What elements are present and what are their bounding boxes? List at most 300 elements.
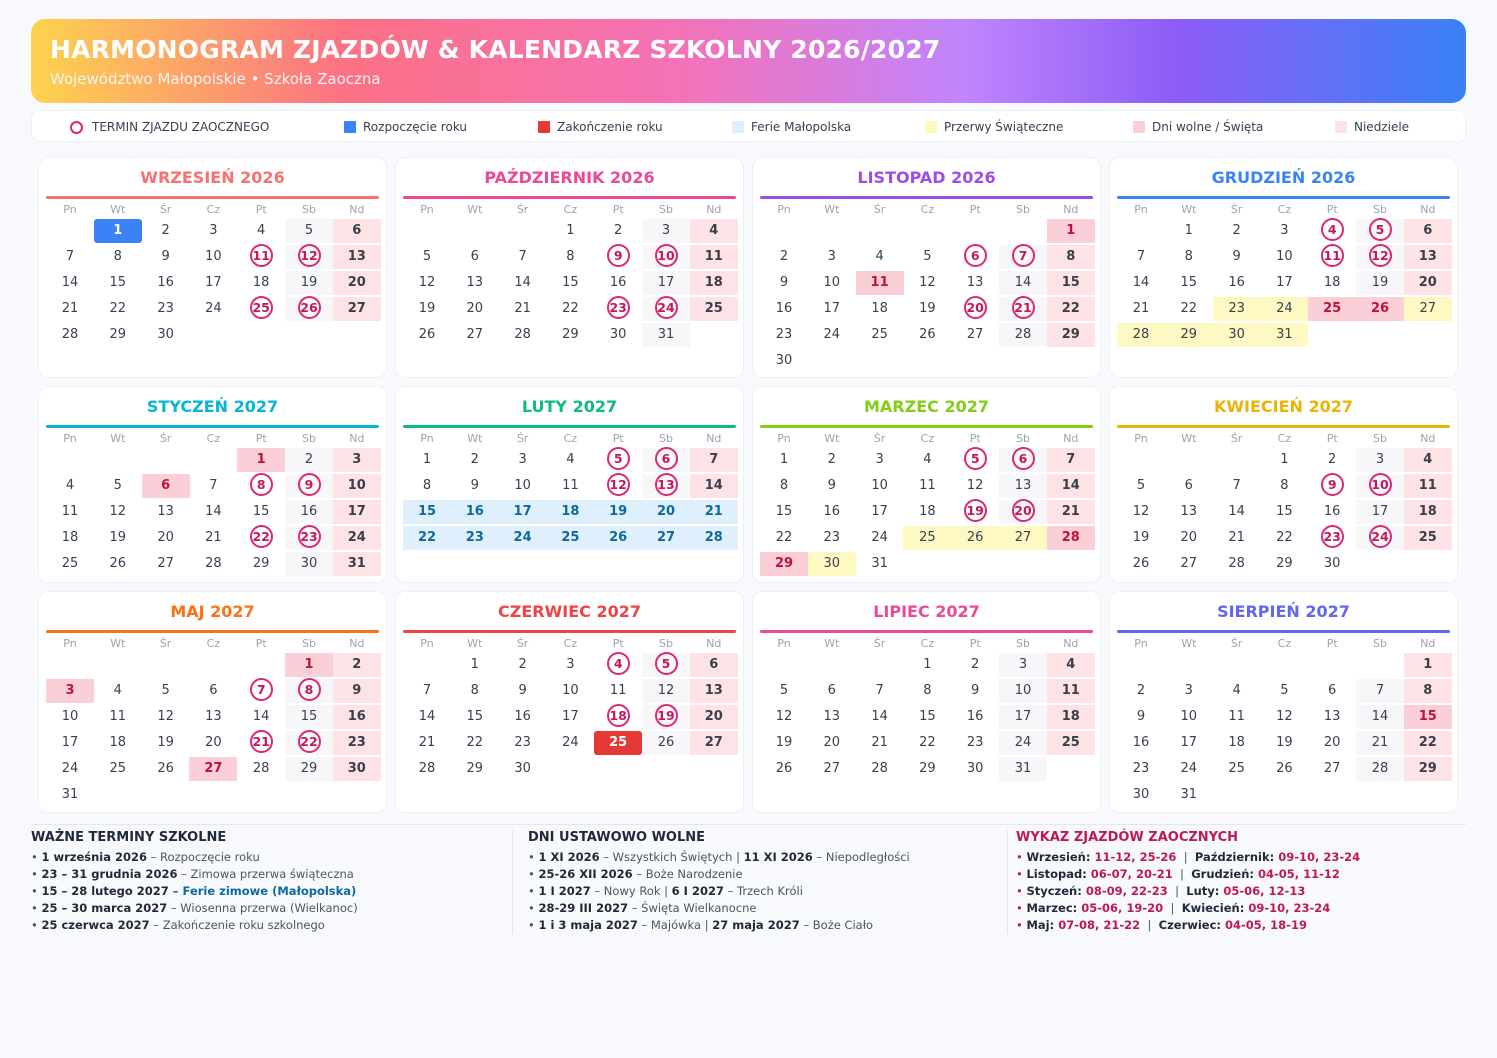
- day-cell: 1: [470, 657, 479, 672]
- day-cell: 12: [919, 275, 936, 290]
- month-underline: [760, 196, 1093, 199]
- day-cell: 13: [690, 679, 738, 703]
- day-cell: 19: [775, 735, 793, 750]
- day-cell: [594, 474, 642, 498]
- day-cell: 29: [1404, 757, 1452, 781]
- day-cell: 9: [333, 679, 381, 703]
- legend-label: TERMIN ZJAZDU ZAOCZNEGO: [92, 120, 270, 134]
- page-title: HARMONOGRAM ZJAZDÓW & KALENDARZ SZKOLNY 2026/2027: [50, 35, 941, 64]
- day-cell: 2: [518, 657, 527, 672]
- day-cell: 20: [690, 705, 738, 729]
- weekday-header: Nd: [1063, 203, 1079, 216]
- day-cell: 17: [333, 500, 381, 524]
- day-cell: 18: [919, 504, 936, 519]
- day-cell: 16: [157, 275, 174, 290]
- day-cell: 14: [999, 271, 1047, 295]
- day-cell: 23: [451, 526, 499, 550]
- day-cell: 13: [1323, 709, 1341, 724]
- weekday-header: Wt: [1181, 432, 1197, 445]
- day-cell: 21: [1228, 530, 1245, 545]
- item-text: – Wszystkich Świętych |: [599, 850, 744, 864]
- day-cell: 9: [518, 683, 527, 698]
- zjazd-day-marker: 4: [1321, 218, 1344, 241]
- weekday-header: Pt: [969, 203, 981, 216]
- month-underline: [1117, 630, 1450, 633]
- weekday-header: Wt: [110, 432, 126, 445]
- day-cell: 2: [1328, 452, 1337, 467]
- day-cell: 9: [827, 478, 836, 493]
- day-cell: 10: [205, 249, 222, 264]
- day-cell: 22: [403, 526, 451, 550]
- weekday-header: Pt: [969, 637, 981, 650]
- day-cell: 24: [871, 530, 888, 545]
- weekday-header: Sb: [1016, 432, 1030, 445]
- day-cell: 28: [252, 761, 270, 776]
- month-card: [395, 157, 744, 378]
- footer-separator: [1007, 830, 1008, 934]
- legend-item: [1133, 111, 1263, 143]
- weekday-header: Pn: [420, 203, 434, 216]
- weekday-header: Nd: [349, 432, 365, 445]
- day-cell: 18: [1047, 705, 1095, 729]
- weekday-header: Sb: [659, 203, 673, 216]
- day-cell: 26: [418, 327, 436, 342]
- day-cell: 16: [514, 709, 531, 724]
- day-cell: 30: [157, 327, 174, 342]
- day-cell: [237, 731, 285, 755]
- month-title: MARZEC 2027: [864, 397, 989, 416]
- day-cell: 31: [999, 757, 1047, 781]
- day-cell: 23: [333, 731, 381, 755]
- day-cell: [594, 653, 642, 677]
- weekday-header: Wt: [110, 203, 126, 216]
- day-cell: 11: [1228, 709, 1245, 724]
- day-cell: 10: [1180, 709, 1198, 724]
- day-cell: 28: [514, 327, 531, 342]
- zjazd-day-marker: 12: [607, 473, 630, 496]
- day-cell: 21: [1356, 731, 1404, 755]
- day-cell: 19: [1132, 530, 1150, 545]
- month-underline: [46, 196, 379, 199]
- day-cell: [642, 448, 690, 472]
- item-dates: 05-06, 12-13: [1223, 884, 1306, 898]
- important-dates-title: WAŻNE TERMINY SZKOLNE: [31, 830, 227, 845]
- date-label: 25 – 30 marca 2027: [41, 901, 168, 915]
- day-cell: 28: [999, 323, 1047, 347]
- day-cell: 6: [1184, 478, 1193, 493]
- day-cell: 7: [422, 683, 432, 698]
- day-cell: 14: [1228, 504, 1245, 519]
- day-cell: 15: [562, 275, 579, 290]
- day-cell: 16: [285, 500, 333, 524]
- day-cell: 29: [285, 757, 333, 781]
- public-holidays-section: [528, 830, 998, 934]
- weekday-header: Śr: [159, 203, 172, 216]
- day-cell: 29: [252, 556, 270, 571]
- day-cell: 9: [1232, 249, 1241, 264]
- day-cell: 22: [466, 735, 484, 750]
- day-cell: 25: [1404, 526, 1452, 550]
- weekday-header: Cz: [563, 203, 578, 216]
- day-cell: 29: [562, 327, 579, 342]
- day-cell: 28: [690, 526, 738, 550]
- weekday-header: Nd: [349, 203, 365, 216]
- public-holiday-item: • 1 XI 2026 – Wszystkich Świętych | 11 XI 2026 – Niepodległości: [528, 850, 910, 864]
- day-cell: 25: [594, 731, 642, 755]
- legend-swatch: [1133, 121, 1145, 133]
- weekday-header: Nd: [1420, 203, 1436, 216]
- day-cell: [1356, 245, 1404, 269]
- day-cell: [285, 297, 333, 321]
- zjazd-day-marker: 5: [964, 447, 987, 470]
- zjazd-day-marker: 19: [964, 499, 987, 522]
- weekday-header: Cz: [920, 432, 935, 445]
- month-title: MAJ 2027: [170, 602, 255, 621]
- weekday-header: Śr: [159, 432, 172, 445]
- weekday-header: Nd: [1063, 432, 1079, 445]
- zjazd-day-marker: 5: [655, 652, 678, 675]
- zjazd-day-marker: 12: [1369, 244, 1392, 267]
- day-cell: 16: [451, 500, 499, 524]
- weekday-header: Śr: [516, 637, 529, 650]
- weekday-header: Śr: [873, 432, 886, 445]
- day-cell: 17: [642, 271, 690, 295]
- day-cell: 3: [1356, 448, 1404, 472]
- day-cell: 15: [252, 504, 270, 519]
- day-cell: 5: [1280, 683, 1289, 698]
- day-cell: 25: [1228, 761, 1245, 776]
- day-cell: 20: [466, 301, 484, 316]
- legend-swatch: [925, 121, 937, 133]
- weekday-header: Pn: [1134, 203, 1148, 216]
- day-cell: 8: [779, 478, 789, 493]
- item-label: 1 XI 2026: [538, 850, 600, 864]
- zjazd-list-item: • Listopad: 06-07, 20-21 | Grudzień: 04-05, 11-12: [1016, 867, 1340, 881]
- weekday-header: Pt: [612, 203, 624, 216]
- day-cell: [594, 297, 642, 321]
- legend-item: [538, 111, 663, 143]
- legend-label: Niedziele: [1354, 120, 1410, 134]
- month-underline: [46, 425, 379, 428]
- day-cell: 2: [827, 452, 836, 467]
- date-label: 25 czerwca 2027: [41, 918, 150, 932]
- day-cell: [999, 448, 1047, 472]
- zjazd-day-marker: 11: [250, 244, 273, 267]
- day-cell: 16: [1132, 735, 1150, 750]
- day-cell: 21: [690, 500, 738, 524]
- day-cell: 3: [999, 653, 1047, 677]
- zjazd-day-marker: 11: [1321, 244, 1344, 267]
- day-cell: 8: [1184, 249, 1193, 264]
- weekday-header: Sb: [1373, 203, 1387, 216]
- day-cell: 16: [333, 705, 381, 729]
- weekday-header: Wt: [1181, 637, 1197, 650]
- weekday-header: Sb: [302, 432, 316, 445]
- weekday-header: Śr: [159, 637, 172, 650]
- day-cell: 7: [65, 249, 75, 264]
- day-cell: 27: [333, 297, 381, 321]
- day-cell: 28: [1356, 757, 1404, 781]
- day-cell: 21: [871, 735, 888, 750]
- day-cell: 26: [594, 526, 642, 550]
- day-cell: 16: [1323, 504, 1341, 519]
- month-card: [752, 591, 1101, 813]
- date-description: – Ferie zimowe (Małopolska): [168, 884, 357, 898]
- day-cell: [642, 474, 690, 498]
- weekday-header: Pn: [420, 432, 434, 445]
- important-date-item: • 25 – 30 marca 2027 – Wiosenna przerwa (Wielkanoc): [31, 901, 358, 915]
- weekday-header: Cz: [206, 637, 221, 650]
- zjazd-day-marker: 22: [298, 730, 321, 753]
- day-cell: 7: [209, 478, 218, 493]
- zjazd-day-marker: 18: [607, 704, 630, 727]
- day-cell: 17: [999, 705, 1047, 729]
- weekday-header: Pt: [255, 432, 267, 445]
- day-cell: 5: [113, 478, 122, 493]
- day-cell: 1: [923, 657, 932, 672]
- day-cell: 15: [775, 504, 793, 519]
- day-cell: 11: [1047, 679, 1095, 703]
- day-cell: 31: [333, 552, 381, 576]
- weekday-header: Sb: [1373, 432, 1387, 445]
- day-cell: 13: [1404, 245, 1452, 269]
- zjazd-day-marker: 9: [298, 473, 321, 496]
- item-text: – Majówka |: [637, 918, 713, 932]
- day-cell: 1: [566, 223, 575, 238]
- day-cell: 29: [1165, 323, 1213, 347]
- weekday-header: Śr: [873, 637, 886, 650]
- day-cell: 9: [161, 249, 170, 264]
- day-cell: 12: [109, 504, 127, 519]
- zjazd-list-item: • Wrzesień: 11-12, 25-26 | Październik: 09-10, 23-24: [1016, 850, 1361, 864]
- weekday-header: Pn: [63, 203, 77, 216]
- date-description: – Zakończenie roku szkolnego: [149, 918, 325, 932]
- day-cell: 17: [823, 301, 841, 316]
- zjazd-day-marker: 10: [655, 244, 678, 267]
- item-text: – Niepodległości: [812, 850, 910, 864]
- zjazd-day-marker: 6: [964, 244, 987, 267]
- day-cell: 2: [779, 249, 789, 264]
- day-cell: 27: [999, 526, 1047, 550]
- important-date-item: • 25 czerwca 2027 – Zakończenie roku szkolnego: [31, 918, 325, 932]
- month-underline: [403, 196, 736, 199]
- day-cell: 3: [518, 452, 527, 467]
- zjazdy-list-section: [1016, 830, 1466, 934]
- day-cell: 11: [1404, 474, 1452, 498]
- item-dates: 11-12, 25-26: [1094, 850, 1177, 864]
- day-cell: [237, 526, 285, 550]
- day-cell: 29: [1047, 323, 1095, 347]
- weekday-header: Cz: [920, 637, 935, 650]
- day-cell: 23: [823, 530, 841, 545]
- day-cell: 6: [1328, 683, 1337, 698]
- day-cell: 1: [94, 219, 142, 243]
- day-cell: 13: [1180, 504, 1198, 519]
- day-cell: 3: [642, 219, 690, 243]
- day-cell: 27: [1404, 297, 1452, 321]
- legend-label: Zakończenie roku: [557, 120, 663, 134]
- day-cell: 26: [109, 556, 127, 571]
- day-cell: 11: [919, 478, 936, 493]
- day-cell: 22: [109, 301, 127, 316]
- day-cell: 7: [875, 683, 884, 698]
- day-cell: 8: [566, 249, 575, 264]
- zjazd-day-marker: 24: [655, 296, 678, 319]
- item-label: 1 I 2027: [538, 884, 591, 898]
- day-cell: 3: [46, 679, 94, 703]
- day-cell: 3: [827, 249, 836, 264]
- day-cell: 3: [566, 657, 575, 672]
- month-card: [1109, 386, 1458, 583]
- weekday-header: Wt: [467, 432, 483, 445]
- day-cell: [285, 526, 333, 550]
- weekday-header: Cz: [563, 432, 578, 445]
- item-dates: 04-05, 11-12: [1258, 867, 1340, 881]
- day-cell: 21: [205, 530, 222, 545]
- day-cell: 7: [1136, 249, 1146, 264]
- day-cell: 16: [823, 504, 841, 519]
- public-holiday-item: • 1 i 3 maja 2027 – Majówka | 27 maja 2027 – Boże Ciało: [528, 918, 874, 932]
- weekday-header: Cz: [1277, 203, 1292, 216]
- day-cell: 30: [333, 757, 381, 781]
- day-cell: 1: [1047, 219, 1095, 243]
- day-cell: 16: [609, 275, 627, 290]
- day-cell: [642, 653, 690, 677]
- public-holiday-item: • 28-29 III 2027 – Święta Wielkanocne: [528, 901, 757, 915]
- zjazd-day-marker: 20: [964, 296, 987, 319]
- month-underline: [46, 630, 379, 633]
- item-label: Maj:: [1026, 918, 1059, 932]
- weekday-header: Śr: [1230, 203, 1243, 216]
- day-cell: 20: [642, 500, 690, 524]
- day-cell: 21: [418, 735, 436, 750]
- day-cell: 24: [61, 761, 79, 776]
- day-cell: 20: [1404, 271, 1452, 295]
- header-banner: [31, 19, 1466, 103]
- day-cell: 1: [1280, 452, 1289, 467]
- month-card: [752, 157, 1101, 378]
- legend-item: [1335, 111, 1409, 143]
- day-cell: 11: [562, 478, 579, 493]
- item-text: |: [1140, 918, 1159, 932]
- weekday-header: Sb: [1016, 203, 1030, 216]
- day-cell: 22: [1180, 301, 1198, 316]
- month-title: GRUDZIEŃ 2026: [1211, 168, 1356, 187]
- weekday-header: Nd: [706, 203, 722, 216]
- day-cell: 9: [971, 683, 980, 698]
- day-cell: 18: [1404, 500, 1452, 524]
- weekday-header: Śr: [516, 203, 529, 216]
- day-cell: 25: [871, 327, 888, 342]
- weekday-header: Nd: [706, 637, 722, 650]
- day-cell: 28: [1228, 556, 1245, 571]
- month-title: WRZESIEŃ 2026: [140, 168, 285, 187]
- item-label: 25-26 XII 2026: [538, 867, 633, 881]
- weekday-header: Sb: [1016, 637, 1030, 650]
- day-cell: 18: [1323, 275, 1341, 290]
- month-underline: [403, 425, 736, 428]
- day-cell: 30: [775, 353, 793, 368]
- day-cell: 16: [1228, 275, 1245, 290]
- day-cell: 19: [109, 530, 127, 545]
- day-cell: 24: [1260, 297, 1308, 321]
- day-cell: 8: [1404, 679, 1452, 703]
- day-cell: 30: [1213, 323, 1261, 347]
- month-card: [38, 591, 387, 813]
- zjazd-day-marker: 26: [298, 296, 321, 319]
- day-cell: 27: [157, 556, 174, 571]
- day-cell: 28: [871, 761, 888, 776]
- item-label: Grudzień:: [1191, 867, 1258, 881]
- weekday-header: Pt: [255, 637, 267, 650]
- weekday-header: Pn: [1134, 432, 1148, 445]
- day-cell: 15: [1180, 275, 1198, 290]
- day-cell: 12: [966, 478, 984, 493]
- day-cell: 25: [1047, 731, 1095, 755]
- day-cell: 24: [823, 327, 841, 342]
- day-cell: [1308, 245, 1356, 269]
- day-cell: 31: [871, 556, 888, 571]
- day-cell: 2: [971, 657, 980, 672]
- day-cell: [999, 500, 1047, 524]
- day-cell: 17: [499, 500, 547, 524]
- day-cell: 15: [1404, 705, 1452, 729]
- day-cell: 27: [466, 327, 484, 342]
- day-cell: 13: [333, 245, 381, 269]
- day-cell: 28: [1117, 323, 1165, 347]
- weekday-header: Pn: [63, 432, 77, 445]
- day-cell: 1: [779, 452, 789, 467]
- day-cell: 26: [642, 731, 690, 755]
- zjazd-day-marker: 23: [298, 525, 321, 548]
- day-cell: 2: [470, 452, 479, 467]
- item-label: Listopad:: [1026, 867, 1091, 881]
- weekday-header: Wt: [467, 637, 483, 650]
- zjazd-list-item: • Styczeń: 08-09, 22-23 | Luty: 05-06, 12-13: [1016, 884, 1306, 898]
- day-cell: 29: [1276, 556, 1293, 571]
- day-cell: 9: [1136, 709, 1146, 724]
- zjazd-day-marker: 12: [298, 244, 321, 267]
- weekday-header: Pn: [777, 432, 791, 445]
- day-cell: 8: [113, 249, 122, 264]
- day-cell: 14: [690, 474, 738, 498]
- public-holidays-title: DNI USTAWOWO WOLNE: [528, 830, 706, 845]
- item-dates: 07-08, 21-22: [1058, 918, 1141, 932]
- day-cell: [285, 474, 333, 498]
- day-cell: [594, 448, 642, 472]
- legend-label: Rozpoczęcie roku: [363, 120, 468, 134]
- day-cell: 8: [1047, 245, 1095, 269]
- day-cell: 14: [252, 709, 270, 724]
- month-title: LUTY 2027: [521, 397, 618, 416]
- day-cell: 10: [61, 709, 79, 724]
- day-cell: [285, 245, 333, 269]
- day-cell: 4: [1047, 653, 1095, 677]
- day-cell: 26: [157, 761, 174, 776]
- day-cell: 1: [285, 653, 333, 677]
- item-text: – Boże Narodzenie: [632, 867, 743, 881]
- day-cell: 12: [775, 709, 793, 724]
- day-cell: 6: [333, 219, 381, 243]
- day-cell: [999, 245, 1047, 269]
- day-cell: 11: [109, 709, 127, 724]
- item-text: – Święta Wielkanocne: [628, 901, 757, 915]
- item-dates: 09-10, 23-24: [1248, 901, 1331, 915]
- day-cell: 24: [499, 526, 547, 550]
- day-cell: 22: [919, 735, 936, 750]
- zjazd-day-marker: 25: [250, 296, 273, 319]
- day-cell: 15: [403, 500, 451, 524]
